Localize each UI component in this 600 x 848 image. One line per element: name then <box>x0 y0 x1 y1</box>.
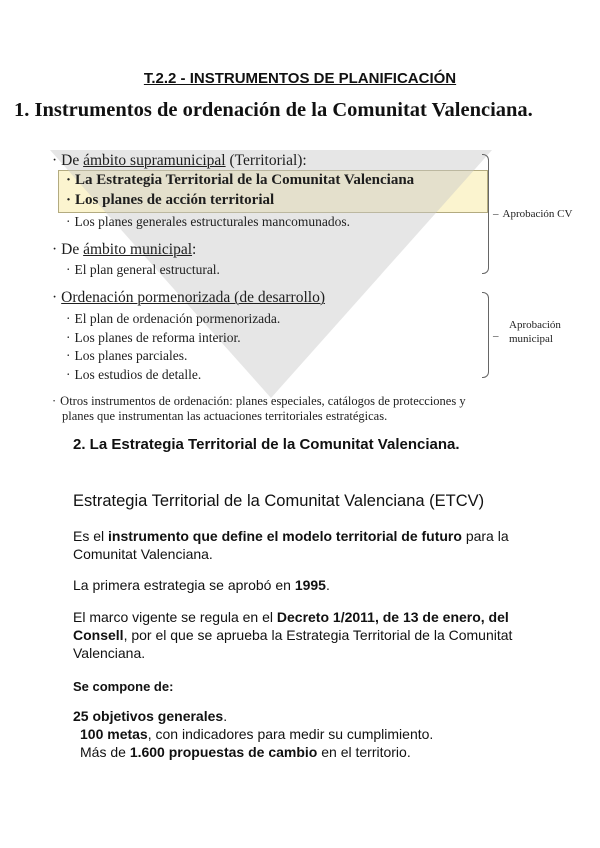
paragraph-decreto: El marco vigente se regula en el Decreto 1/2011, de 13 de enero, del Consell, por el que se aprueba la Estrategia Territorial de la Comunitat Valenciana. <box>73 609 513 661</box>
group-pormenorizada-heading: · Ordenación pormenorizada (de desarrollo) <box>52 289 325 306</box>
item-estudios-detalle: · Los estudios de detalle. <box>66 367 202 382</box>
section-1-heading: 1. Instrumentos de ordenación de la Comunitat Valenciana. <box>14 99 533 121</box>
document-title: T.2.2 - INSTRUMENTOS DE PLANIFICACIÓN <box>143 70 457 87</box>
bullet-icon: · <box>66 192 72 208</box>
bullet-icon: · <box>52 394 57 408</box>
bullet-icon: · <box>52 241 58 258</box>
paragraph-definition: Es el instrumento que define el modelo territorial de futuro para la Comunitat Valenciana. <box>73 528 509 562</box>
item-etcv: · La Estrategia Territorial de la Comunitat Valenciana <box>66 172 415 188</box>
section-2-heading: 2. La Estrategia Territorial de la Comunitat Valenciana. <box>73 436 460 453</box>
paragraph-first-strategy: La primera estrategia se aprobó en 1995. <box>73 577 330 593</box>
label-aprobacion-municipal-arrow: – <box>493 330 499 342</box>
otros-line-2: planes que instrumentan las actuaciones territoriales estratégicas. <box>62 409 388 423</box>
bracket-municipal <box>482 292 489 378</box>
label-aprobacion-municipal-1: Aprobación <box>509 319 561 331</box>
bullet-icon: · <box>52 289 58 306</box>
label-aprobacion-municipal-2: municipal <box>509 333 553 345</box>
item-planes-mancomunados: · Los planes generales estructurales mancomunados. <box>66 214 351 229</box>
item-planes-reforma: · Los planes de reforma interior. <box>66 330 241 345</box>
bracket-cv <box>482 154 489 274</box>
se-compone-de: Se compone de: <box>73 679 174 694</box>
otros-line-1: · Otros instrumentos de ordenación: planes especiales, catálogos de protecciones y <box>52 394 466 408</box>
group-supramunicipal-heading: · De ámbito supramunicipal (Territorial): <box>52 152 307 169</box>
label-aprobacion-cv: – Aprobación CV <box>493 208 573 220</box>
group-municipal-heading: · De ámbito municipal: <box>52 241 197 258</box>
list-item-metas: 100 metas, con indicadores para medir su cumplimiento. <box>80 726 434 742</box>
bullet-icon: · <box>66 262 71 277</box>
bullet-icon: · <box>66 172 72 188</box>
bullet-icon: · <box>66 311 71 326</box>
list-item-objetivos: 25 objetivos generales. <box>73 708 228 724</box>
item-plan-general: · El plan general estructural. <box>66 262 220 277</box>
bullet-icon: · <box>66 348 71 363</box>
bullet-icon: · <box>66 214 71 229</box>
item-planes-accion: · Los planes de acción territorial <box>66 192 275 208</box>
bullet-icon: · <box>66 330 71 345</box>
bullet-icon: · <box>66 367 71 382</box>
item-plan-ordenacion: · El plan de ordenación pormenorizada. <box>66 311 281 326</box>
bullet-icon: · <box>52 152 58 169</box>
etcv-subheading: Estrategia Territorial de la Comunitat Valenciana (ETCV) <box>73 492 485 510</box>
item-planes-parciales: · Los planes parciales. <box>66 348 188 363</box>
list-item-propuestas: Más de 1.600 propuestas de cambio en el territorio. <box>80 744 411 760</box>
